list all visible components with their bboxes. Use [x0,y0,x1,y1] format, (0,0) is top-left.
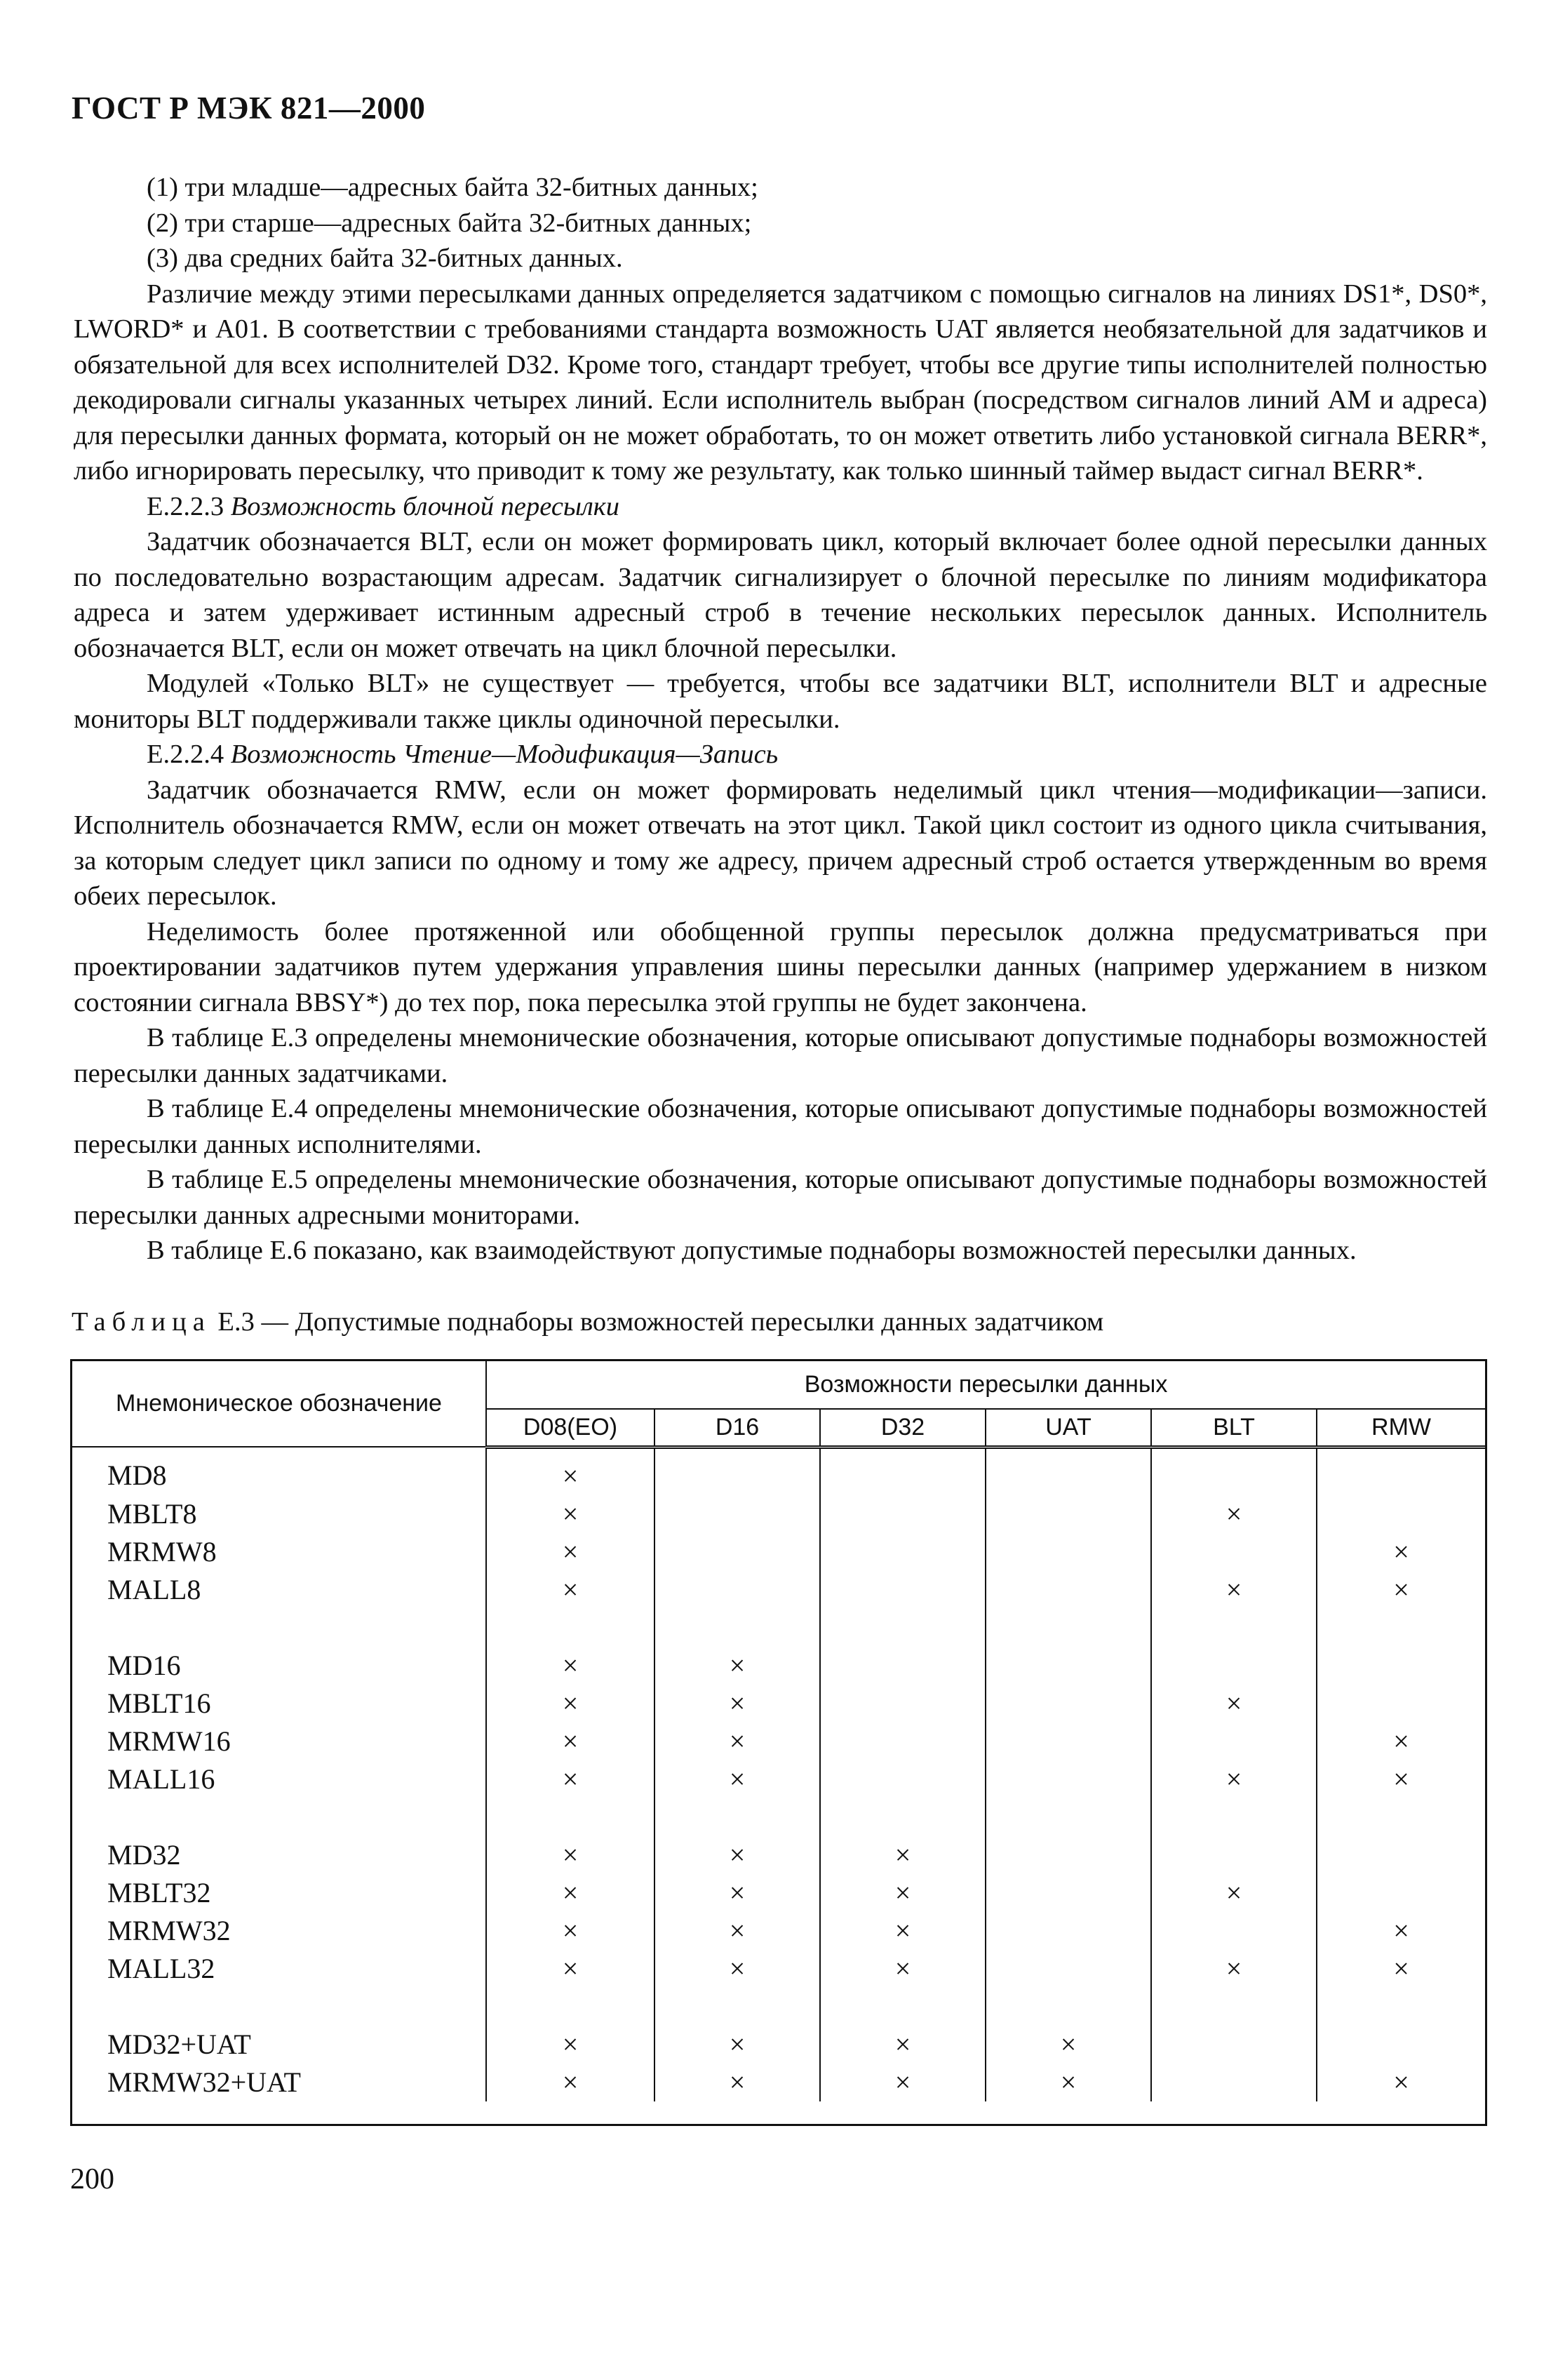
table-row [72,1950,1485,1988]
capability-mark-cell [654,1571,820,1609]
capability-mark-cell [1317,1874,1485,1912]
capability-mark-cell: × [654,1685,820,1723]
capability-mark-cell [986,1447,1151,1495]
list-item: (1) три младше—адресных байта 32-битных данных; [147,173,758,202]
capability-mark-cell: × [1317,1760,1485,1798]
mnemonic-cell: MBLT16 [107,1687,211,1719]
spacer-cell [820,1988,986,2026]
capability-mark-cell: × [486,1723,654,1760]
spacer-cell [1151,1609,1317,1647]
paragraph: Модулей «Только BLT» не существует — требуется, чтобы все задатчики BLT, исполнители BLT и адресные мониторы BLT поддерживали также циклы одиночной пересылки. [74,669,1487,734]
capability-mark-cell: × [1151,1760,1317,1798]
capability-mark-cell: × [486,1912,654,1950]
capability-mark-cell [1151,1647,1317,1685]
capability-mark-cell: × [486,1447,654,1495]
list-item: (3) два средних байта 32-битных данных. [147,243,623,273]
table-row [72,1447,1485,1495]
capability-mark-cell: × [1317,1533,1485,1571]
spacer-cell [1151,1798,1317,1836]
mnemonic-cell: MRMW16 [107,1725,231,1757]
spacer-cell [72,1609,486,1647]
table-row [72,1760,1485,1798]
mnemonic-cell: MALL8 [107,1574,201,1605]
mnemonic-cell: MRMW32 [107,1915,231,1946]
capability-mark-cell: × [486,2026,654,2064]
group-spacer-row [72,1988,1485,2026]
table-frame [70,1359,1487,2126]
section-number: E.2.2.3 [147,491,224,521]
table-row [72,1874,1485,1912]
spacer-cell [986,1798,1151,1836]
capability-mark-cell: × [820,1874,986,1912]
table-row [72,2026,1485,2064]
capability-mark-cell: × [654,1760,820,1798]
mnemonic-cell: MALL16 [107,1763,215,1795]
capability-mark-cell [820,1447,986,1495]
capability-mark-cell: × [820,2026,986,2064]
spacer-cell [486,1798,654,1836]
capability-mark-cell [986,1647,1151,1685]
mnemonic-cell: MRMW32+UAT [107,2066,301,2098]
capability-mark-cell: × [1151,1495,1317,1533]
capability-mark-cell: × [654,2026,820,2064]
spacer-cell [486,1609,654,1647]
capability-mark-cell [1317,1647,1485,1685]
capability-mark-cell [1151,2064,1317,2101]
mnemonic-cell: MD16 [107,1650,181,1681]
capability-mark-cell [1151,1447,1317,1495]
group-spacer-row [72,1609,1485,1647]
capability-mark-cell: × [1151,1685,1317,1723]
capability-mark-cell: × [1317,1571,1485,1609]
paragraph: В таблице E.4 определены мнемонические обозначения, которые описывают допустимые поднаборы возможностей пересылки данных исполнителями. [74,1094,1487,1159]
capability-mark-cell: × [654,1723,820,1760]
section-title: Возможность блочной пересылки [230,491,620,521]
capability-mark-cell [1317,1685,1485,1723]
column-header: BLT [1151,1409,1317,1447]
capability-mark-cell: × [1317,1950,1485,1988]
capability-mark-cell [986,1912,1151,1950]
capability-mark-cell [820,1685,986,1723]
capability-mark-cell: × [986,2064,1151,2101]
capability-mark-cell: × [654,2064,820,2101]
capability-mark-cell: × [1151,1950,1317,1988]
table-row [72,1836,1485,1874]
mnemonic-cell: MALL32 [107,1953,215,1984]
capability-mark-cell [1317,2026,1485,2064]
capability-mark-cell: × [1317,2064,1485,2101]
capability-mark-cell [820,1760,986,1798]
column-header: D08(EO) [486,1409,654,1447]
capability-mark-cell: × [820,1836,986,1874]
capability-mark-cell: × [1317,1723,1485,1760]
capability-mark-cell: × [486,1950,654,1988]
capability-mark-cell: × [654,1647,820,1685]
section-heading [74,737,1487,773]
column-header: UAT [986,1409,1151,1447]
capability-mark-cell [986,1571,1151,1609]
capability-mark-cell [986,1533,1151,1571]
capability-mark-cell [820,1495,986,1533]
paragraph: В таблице E.5 определены мнемонические обозначения, которые описывают допустимые поднаборы возможностей пересылки данных адресными мониторами. [74,1165,1487,1230]
list-item: (2) три старше—адресных байта 32-битных данных; [147,208,752,238]
table-row [72,1533,1485,1571]
paragraph: Неделимость более протяженной или обобщенной группы пересылок должна предусматриваться при проектировании задатчиков путем удержания управления шины пересылки данных (например удержанием в низком состоянии сигнала BBSY*) до тех пор, пока пересылка этой группы не будет закончена. [74,916,1487,1017]
capability-mark-cell [1317,1447,1485,1495]
column-header: RMW [1317,1409,1485,1447]
spacer-cell [820,1798,986,1836]
column-header-mnemonic: Мнемоническое обозначение [72,1361,486,1447]
column-header: D16 [654,1409,820,1447]
capability-mark-cell [986,1874,1151,1912]
spacer-cell [1317,1798,1485,1836]
capability-mark-cell [654,1447,820,1495]
capability-mark-cell: × [1151,1571,1317,1609]
capability-mark-cell: × [486,1760,654,1798]
spacer-cell [654,1609,820,1647]
table-caption-text: E.3 — Допустимые поднаборы возможностей пересылки данных задатчиком [217,1307,1104,1337]
capability-mark-cell [820,1723,986,1760]
section-number: E.2.2.4 [147,740,224,769]
capability-mark-cell [820,1647,986,1685]
capability-table [72,1361,1485,2101]
capability-mark-cell: × [1151,1874,1317,1912]
spacer-cell [820,1609,986,1647]
spacer-cell [986,1609,1151,1647]
page-number: 200 [70,2163,114,2195]
table-row [72,1685,1485,1723]
capability-mark-cell [1151,1533,1317,1571]
capability-mark-cell [986,1495,1151,1533]
capability-mark-cell: × [820,1912,986,1950]
capability-mark-cell [654,1495,820,1533]
paragraph: Различие между этими пересылками данных определяется задатчиком с помощью сигналов на линиях DS1*, DS0*, LWORD* и A01. В соответствии с требованиями стандарта возможность UAT является необязательной для задатчиков и обязательной для всех исполнителей D32. Кроме того, стандарт требует, чтобы все другие типы исполнителей полностью декодировали сигналы указанных четырех линий. Если исполнитель выбран (посредством сигналов линий AM и адреса) для пересылки данных формата, который он не может обработать, то он может ответить либо установкой сигнала BERR*, либо игнорировать пересылку, что приводит к тому же результату, как только шинный таймер выдаст сигнал BERR*. [74,279,1487,486]
table-body [72,1447,1485,2101]
capability-mark-cell: × [486,1836,654,1874]
capability-mark-cell: × [486,1647,654,1685]
capability-mark-cell [1151,1836,1317,1874]
paragraph: В таблице E.3 определены мнемонические обозначения, которые описывают допустимые поднаборы возможностей пересылки данных задатчиками. [74,1023,1487,1088]
mnemonic-cell: MD32+UAT [107,2028,251,2060]
capability-mark-cell: × [986,2026,1151,2064]
capability-mark-cell: × [654,1912,820,1950]
table-row [72,1571,1485,1609]
capability-mark-cell: × [654,1836,820,1874]
capability-mark-cell: × [1317,1912,1485,1950]
table-row [72,1647,1485,1685]
capability-mark-cell [1151,2026,1317,2064]
capability-mark-cell [986,1760,1151,1798]
spacer-cell [1317,1988,1485,2026]
capability-mark-cell: × [486,1571,654,1609]
paragraph: Задатчик обозначается RMW, если он может формировать неделимый цикл чтения—модификации—записи. Исполнитель обозначается RMW, если он может отвечать на этот цикл. Такой цикл состоит из одного цикла считывания, за которым следует цикл записи по одному и тому же адресу, причем адресный строб остается утвержденным во время обеих пересылок. [74,775,1487,911]
table-row [72,1723,1485,1760]
capability-mark-cell: × [486,2064,654,2101]
group-spacer-row [72,1798,1485,1836]
section-heading [74,489,1487,525]
capability-mark-cell [654,1533,820,1571]
capability-mark-cell [986,1685,1151,1723]
spacer-cell [72,1988,486,2026]
capability-mark-cell [1151,1723,1317,1760]
capability-mark-cell [1317,1836,1485,1874]
capability-mark-cell [986,1723,1151,1760]
table-row [72,1495,1485,1533]
capability-mark-cell: × [820,1950,986,1988]
mnemonic-cell: MD8 [107,1459,167,1492]
capability-mark-cell: × [486,1874,654,1912]
capability-mark-cell: × [820,2064,986,2101]
column-header: D32 [820,1409,986,1447]
spacer-cell [654,1988,820,2026]
capability-mark-cell [1317,1495,1485,1533]
spacer-cell [72,1798,486,1836]
mnemonic-cell: MD32 [107,1839,181,1871]
spacer-cell [654,1798,820,1836]
mnemonic-cell: MBLT32 [107,1877,211,1908]
mnemonic-cell: MRMW8 [107,1536,217,1567]
column-group-header: Возможности пересылки данных [486,1361,1485,1409]
capability-mark-cell [1151,1912,1317,1950]
table-caption-label: Таблица [72,1307,211,1337]
paragraph: В таблице E.6 показано, как взаимодействуют допустимые поднаборы возможностей пересылки данных. [147,1236,1357,1265]
section-title: Возможность Чтение—Модификация—Запись [230,740,779,769]
capability-mark-cell [820,1533,986,1571]
capability-mark-cell: × [486,1685,654,1723]
table-row [72,1912,1485,1950]
spacer-cell [486,1988,654,2026]
capability-mark-cell [986,1950,1151,1988]
body-text [74,170,1487,1269]
capability-mark-cell: × [654,1950,820,1988]
paragraph: Задатчик обозначается BLT, если он может формировать цикл, который включает более одной пересылки данных по последовательно возрастающим адресам. Задатчик сигнализирует о блочной пересылке по линиям модификатора адреса и затем удерживает истинным адресный строб в течение нескольких пересылок данных. Исполнитель обозначается BLT, если он может отвечать на цикл блочной пересылки. [74,527,1487,663]
spacer-cell [1317,1609,1485,1647]
table-row [72,2064,1485,2101]
spacer-cell [1151,1988,1317,2026]
capability-mark-cell: × [486,1495,654,1533]
document-header: ГОСТ Р МЭК 821—2000 [72,91,426,126]
capability-mark-cell: × [654,1874,820,1912]
capability-mark-cell [986,1836,1151,1874]
table-caption [72,1306,1103,1337]
capability-mark-cell [820,1571,986,1609]
spacer-cell [986,1988,1151,2026]
mnemonic-cell: MBLT8 [107,1498,197,1530]
capability-mark-cell: × [486,1533,654,1571]
